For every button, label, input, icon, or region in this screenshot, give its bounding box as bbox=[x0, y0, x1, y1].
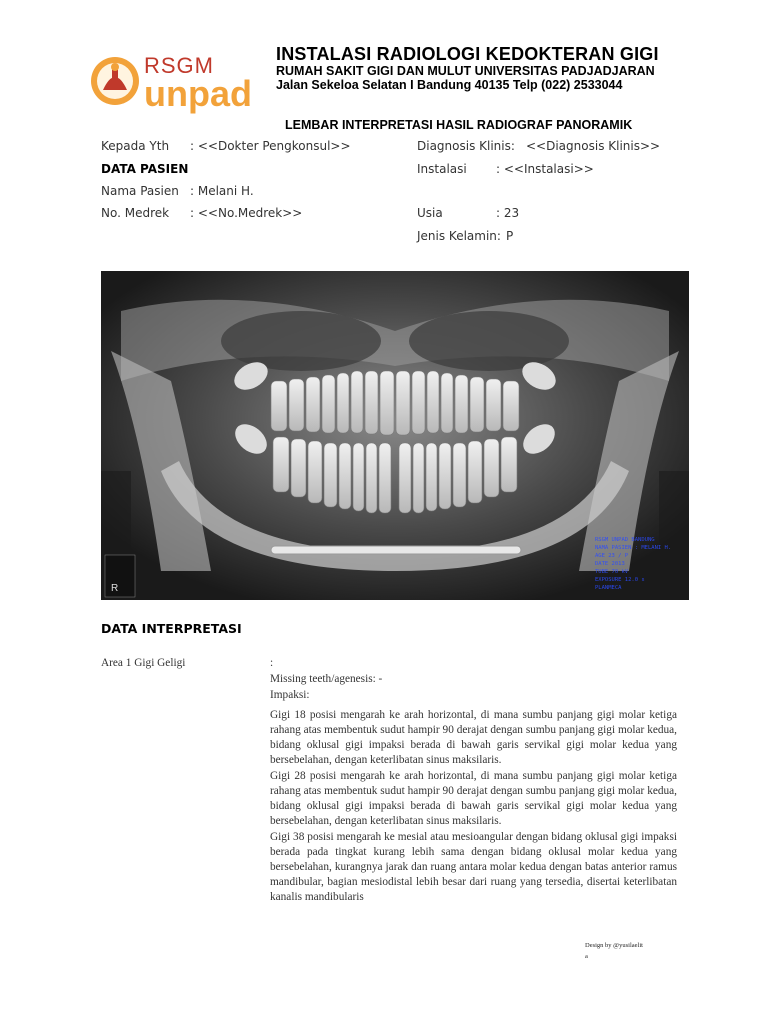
jenis-kelamin-label: Jenis Kelamin: bbox=[417, 229, 501, 243]
diagnosis-label: Diagnosis Klinis: bbox=[417, 139, 515, 153]
hospital-name: RUMAH SAKIT GIGI DAN MULUT UNIVERSITAS PADJADJARAN bbox=[276, 64, 655, 78]
paragraph-gigi-38: Gigi 38 posisi mengarah ke mesial atau mesioangular dengan bidang oklusal gigi impaksi berada pada tingkat kurang lebih sama dengan bidang oklusal molar kedua yang bersebelahan, kurangnya jarak dan ruang antara molar kedua dengan batas anterior ramus mandibular, bagian mesiodistal lebih besar dari ruang yang tersedia, disertai keterlibatan kanalis mandibularis bbox=[270, 831, 677, 903]
nama-value: : Melani H. bbox=[190, 184, 254, 198]
area-colon: : bbox=[270, 657, 274, 669]
usia-label: Usia bbox=[417, 206, 443, 220]
hospital-address: Jalan Sekeloa Selatan I Bandung 40135 Telp (022) 2533044 bbox=[276, 78, 623, 92]
kepada-label: Kepada Yth bbox=[101, 139, 170, 153]
instalasi-label: Instalasi bbox=[417, 162, 467, 176]
nama-label: Nama Pasien bbox=[101, 184, 179, 198]
overlay-line-6: EXPOSURE 12.0 s bbox=[595, 577, 645, 583]
panoramic-radiograph-image bbox=[101, 271, 689, 600]
overlay-line-3: AGE 23 / P bbox=[595, 553, 629, 559]
data-interpretasi-heading: DATA INTERPRETASI bbox=[101, 621, 242, 636]
logo-text-rsgm: RSGM bbox=[144, 53, 214, 78]
diagnosis-value: <<Diagnosis Klinis>> bbox=[526, 139, 661, 153]
paragraph-gigi-28: Gigi 28 posisi mengarah ke arah horizontal, di mana sumbu panjang gigi molar ketiga rahang atas membentuk sudut hampir 90 derajat dengan sumbu panjang gigi molar kedua, bidang oklusal gigi impaksi berada di bawah garis servikal gigi molar kedua yang bersebelahan, dengan keterlibatan sinus maksilaris. bbox=[270, 770, 677, 827]
design-credit-line-1: Design by @yusilaelit bbox=[585, 942, 643, 949]
document-title: LEMBAR INTERPRETASI HASIL RADIOGRAF PANORAMIK bbox=[285, 118, 633, 132]
logo-text-unpad: unpad bbox=[144, 73, 252, 114]
kepada-value: : <<Dokter Pengkonsul>> bbox=[190, 139, 351, 153]
overlay-line-1: RSGM UNPAD BANDUNG bbox=[595, 537, 655, 543]
design-credit bbox=[585, 940, 643, 962]
data-pasien-heading: DATA PASIEN bbox=[101, 162, 189, 176]
jenis-kelamin-value: P bbox=[506, 229, 514, 243]
medrek-label: No. Medrek bbox=[101, 206, 170, 220]
institution-title: INSTALASI RADIOLOGI KEDOKTERAN GIGI bbox=[276, 44, 659, 64]
instalasi-value: : <<Instalasi>> bbox=[496, 162, 594, 176]
svg-text:R: R bbox=[111, 583, 119, 594]
missing-teeth: Missing teeth/agenesis: - bbox=[270, 673, 383, 685]
overlay-line-4: DATE 2013 bbox=[595, 561, 625, 567]
medrek-value: : <<No.Medrek>> bbox=[190, 206, 303, 220]
overlay-line-2: NAMA PASIEN : MELANI H. bbox=[595, 545, 672, 551]
overlay-line-5: TUBE 70 kV bbox=[595, 569, 629, 575]
area-label: Area 1 Gigi Geligi bbox=[101, 657, 186, 669]
usia-value: : 23 bbox=[496, 206, 520, 220]
overlay-line-7: PLANMECA bbox=[595, 585, 622, 591]
paragraph-gigi-18: Gigi 18 posisi mengarah ke arah horizontal, di mana sumbu panjang gigi molar ketiga rahang atas membentuk sudut hampir 90 derajat dengan sumbu panjang gigi molar kedua, bidang oklusal gigi impaksi berada di bawah garis servikal gigi molar kedua yang bersebelahan, dengan keterlibatan sinus maksilaris. bbox=[270, 709, 677, 766]
design-credit-line-2: a bbox=[585, 953, 588, 960]
impaksi-label: Impaksi: bbox=[270, 689, 310, 701]
rsgm-unpad-logo bbox=[88, 48, 268, 118]
